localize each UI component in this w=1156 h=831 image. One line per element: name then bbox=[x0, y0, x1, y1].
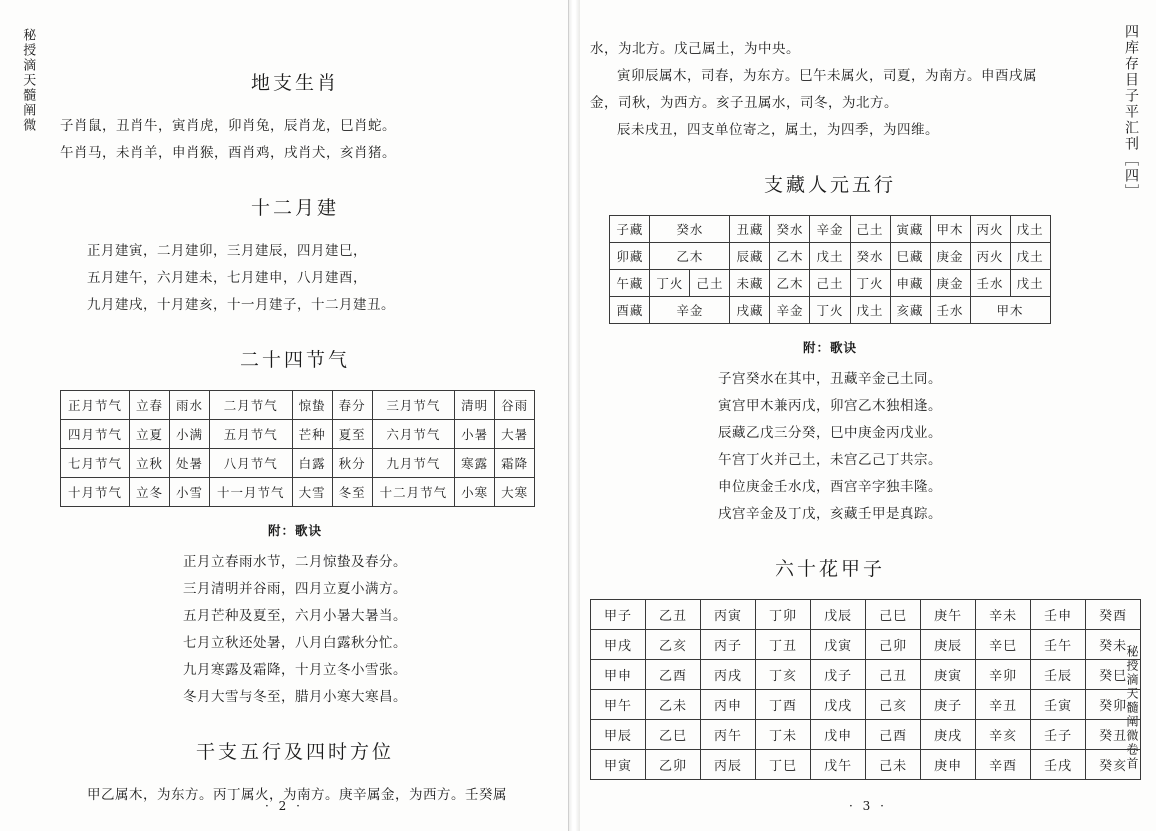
table-row bbox=[591, 690, 1141, 720]
table-cell: 乙木 bbox=[650, 243, 730, 270]
table-cell: 戊土 bbox=[810, 243, 850, 270]
table-row bbox=[591, 630, 1141, 660]
table-cell: 戊土 bbox=[1010, 216, 1050, 243]
table-cell: 壬申 bbox=[1031, 600, 1086, 630]
table-cell: 丁亥 bbox=[756, 660, 811, 690]
table-cell: 三月节气 bbox=[372, 391, 455, 420]
table-cell: 辛亥 bbox=[976, 720, 1031, 750]
table-cell: 乙酉 bbox=[646, 660, 701, 690]
table-cell: 戊申 bbox=[811, 720, 866, 750]
table-row bbox=[61, 449, 535, 478]
renyuan-verse-3: 辰藏乙戊三分癸，巳中庚金丙戊业。 bbox=[718, 425, 942, 441]
table-cell: 壬水 bbox=[930, 297, 970, 324]
table-cell: 壬辰 bbox=[1031, 660, 1086, 690]
table-cell: 丙申 bbox=[701, 690, 756, 720]
right-page-number: · 3 · bbox=[849, 799, 887, 813]
table-cell: 亥藏 bbox=[890, 297, 930, 324]
table-cell: 七月节气 bbox=[61, 449, 130, 478]
table-cell: 癸卯 bbox=[1086, 690, 1141, 720]
table-cell: 丙戌 bbox=[701, 660, 756, 690]
heading-zhicang-renyuan: 支藏人元五行 bbox=[763, 174, 896, 196]
table-cell: 丁火 bbox=[650, 270, 690, 297]
table-cell: 壬子 bbox=[1031, 720, 1086, 750]
jieqi-attachment-label: 附：歌诀 bbox=[267, 523, 322, 538]
table-cell: 春分 bbox=[332, 391, 372, 420]
table-cell: 戊土 bbox=[1010, 243, 1050, 270]
table-cell: 己亥 bbox=[866, 690, 921, 720]
table-cell: 立春 bbox=[130, 391, 170, 420]
table-row bbox=[610, 243, 1050, 270]
table-cell: 甲辰 bbox=[591, 720, 646, 750]
table-cell: 乙木 bbox=[770, 243, 810, 270]
table-cell: 己未 bbox=[866, 750, 921, 780]
continuation-line-2: 寅卯辰属木，司春，为东方。巳午未属火，司夏，为南方。申酉戌属 bbox=[617, 68, 1037, 84]
table-cell: 小寒 bbox=[455, 478, 495, 507]
table-cell: 己酉 bbox=[866, 720, 921, 750]
table-cell: 乙亥 bbox=[646, 630, 701, 660]
jieqi-verse-4: 七月立秋还处暑，八月白露秋分忙。 bbox=[183, 635, 407, 651]
table-cell: 辛巳 bbox=[976, 630, 1031, 660]
table-cell: 丁未 bbox=[756, 720, 811, 750]
table-cell: 癸丑 bbox=[1086, 720, 1141, 750]
right-page-content bbox=[590, 18, 1128, 790]
table-cell: 丑藏 bbox=[730, 216, 770, 243]
continuation-line-4: 辰未戌丑，四支单位寄之，属土，为四季，为四维。 bbox=[617, 122, 939, 138]
table-cell: 癸酉 bbox=[1086, 600, 1141, 630]
page-gutter bbox=[568, 0, 580, 831]
table-cell: 清明 bbox=[455, 391, 495, 420]
table-cell: 未藏 bbox=[730, 270, 770, 297]
table-cell: 戌藏 bbox=[730, 297, 770, 324]
heading-ershisi-jieqi: 二十四节气 bbox=[239, 349, 350, 371]
table-cell: 芒种 bbox=[292, 420, 332, 449]
table-cell: 癸水 bbox=[650, 216, 730, 243]
table-cell: 己土 bbox=[810, 270, 850, 297]
table-cell: 甲木 bbox=[930, 216, 970, 243]
table-cell: 子藏 bbox=[610, 216, 650, 243]
table-cell: 大寒 bbox=[495, 478, 535, 507]
table-cell: 戊戌 bbox=[811, 690, 866, 720]
table-cell: 戊土 bbox=[1010, 270, 1050, 297]
table-cell: 立夏 bbox=[130, 420, 170, 449]
table-cell: 九月节气 bbox=[372, 449, 455, 478]
table-cell: 丁火 bbox=[850, 270, 890, 297]
table-cell: 寒露 bbox=[455, 449, 495, 478]
table-cell: 甲木 bbox=[970, 297, 1050, 324]
left-page bbox=[0, 0, 569, 831]
table-cell: 十一月节气 bbox=[210, 478, 293, 507]
table-cell: 辛金 bbox=[770, 297, 810, 324]
renyuan-table bbox=[609, 215, 1050, 324]
heading-liushi-huajiazi: 六十花甲子 bbox=[774, 558, 885, 580]
continuation-line-1: 水，为北方。戊己属土，为中央。 bbox=[590, 41, 800, 57]
table-cell: 雨水 bbox=[170, 391, 210, 420]
table-cell: 丙午 bbox=[701, 720, 756, 750]
table-cell: 酉藏 bbox=[610, 297, 650, 324]
heading-shieryuejian: 十二月建 bbox=[250, 197, 339, 219]
jieqi-verse-1: 正月立春雨水节，二月惊蛰及春分。 bbox=[183, 554, 407, 570]
table-cell: 壬寅 bbox=[1031, 690, 1086, 720]
table-cell: 巳藏 bbox=[890, 243, 930, 270]
table-cell: 小暑 bbox=[455, 420, 495, 449]
table-cell: 五月节气 bbox=[210, 420, 293, 449]
table-cell: 惊蛰 bbox=[292, 391, 332, 420]
left-page-number: · 2 · bbox=[265, 799, 303, 813]
table-cell: 戊辰 bbox=[811, 600, 866, 630]
table-row bbox=[591, 750, 1141, 780]
table-cell: 辛未 bbox=[976, 600, 1031, 630]
table-cell: 庚子 bbox=[921, 690, 976, 720]
table-cell: 庚金 bbox=[930, 243, 970, 270]
heading-ganzhi-wuxing: 干支五行及四时方位 bbox=[195, 741, 394, 763]
table-row bbox=[610, 270, 1050, 297]
renyuan-verse-1: 子宫癸水在其中，丑藏辛金己土同。 bbox=[718, 371, 942, 387]
renyuan-verse-6: 戌宫辛金及丁戊，亥藏壬甲是真踪。 bbox=[718, 506, 942, 522]
table-cell: 冬至 bbox=[332, 478, 372, 507]
table-cell: 辛金 bbox=[650, 297, 730, 324]
shieryuejian-line-1: 正月建寅，二月建卯，三月建辰，四月建巳， bbox=[87, 243, 367, 259]
table-cell: 丁火 bbox=[810, 297, 850, 324]
table-cell: 癸水 bbox=[770, 216, 810, 243]
table-cell: 六月节气 bbox=[372, 420, 455, 449]
table-cell: 戊寅 bbox=[811, 630, 866, 660]
table-cell: 庚金 bbox=[930, 270, 970, 297]
table-row bbox=[61, 420, 535, 449]
table-cell: 四月节气 bbox=[61, 420, 130, 449]
table-cell: 戊午 bbox=[811, 750, 866, 780]
table-cell: 立秋 bbox=[130, 449, 170, 478]
shieryuejian-line-2: 五月建午，六月建未，七月建申，八月建酉， bbox=[87, 270, 367, 286]
ganzhi-wuxing-line: 甲乙属木，为东方。丙丁属火，为南方。庚辛属金，为西方。壬癸属 bbox=[87, 787, 507, 803]
table-cell: 甲午 bbox=[591, 690, 646, 720]
right-page-side-title-top: 四库存目子平汇刊［四］ bbox=[1123, 24, 1139, 200]
renyuan-verse-5: 申位庚金壬水戊，酉宫辛字独丰隆。 bbox=[718, 479, 942, 495]
table-cell: 丙子 bbox=[701, 630, 756, 660]
table-cell: 小雪 bbox=[170, 478, 210, 507]
table-cell: 夏至 bbox=[332, 420, 372, 449]
continuation-line-3: 金，司秋，为西方。亥子丑属水，司冬，为北方。 bbox=[590, 95, 898, 111]
renyuan-verse-2: 寅宫甲木兼丙戊，卯宫乙木独相逢。 bbox=[718, 398, 942, 414]
dizhi-shengxiao-line-1: 子肖鼠，丑肖牛，寅肖虎，卯肖兔，辰肖龙，巳肖蛇。 bbox=[60, 118, 396, 134]
table-cell: 辛酉 bbox=[976, 750, 1031, 780]
table-cell: 秋分 bbox=[332, 449, 372, 478]
table-cell: 二月节气 bbox=[210, 391, 293, 420]
right-page-side-title-bottom: 秘授滴天髓阐微卷首 bbox=[1125, 645, 1139, 771]
jieqi-verse-2: 三月清明并谷雨，四月立夏小满方。 bbox=[183, 581, 407, 597]
table-cell: 己巳 bbox=[866, 600, 921, 630]
table-cell: 癸水 bbox=[850, 243, 890, 270]
table-cell: 戊子 bbox=[811, 660, 866, 690]
left-page-side-title: 秘授滴天髓阐微 bbox=[20, 28, 36, 133]
jieqi-table bbox=[60, 390, 535, 507]
table-cell: 丙火 bbox=[970, 243, 1010, 270]
table-cell: 大雪 bbox=[292, 478, 332, 507]
table-cell: 庚午 bbox=[921, 600, 976, 630]
table-cell: 午藏 bbox=[610, 270, 650, 297]
table-cell: 霜降 bbox=[495, 449, 535, 478]
table-cell: 庚寅 bbox=[921, 660, 976, 690]
table-cell: 丁巳 bbox=[756, 750, 811, 780]
table-row bbox=[591, 600, 1141, 630]
table-cell: 庚戌 bbox=[921, 720, 976, 750]
table-cell: 卯藏 bbox=[610, 243, 650, 270]
table-cell: 己丑 bbox=[866, 660, 921, 690]
table-cell: 己土 bbox=[850, 216, 890, 243]
table-cell: 小满 bbox=[170, 420, 210, 449]
table-cell: 丙火 bbox=[970, 216, 1010, 243]
table-cell: 辛丑 bbox=[976, 690, 1031, 720]
left-page-content bbox=[60, 20, 530, 809]
table-cell: 乙木 bbox=[770, 270, 810, 297]
table-cell: 辰藏 bbox=[730, 243, 770, 270]
table-cell: 大暑 bbox=[495, 420, 535, 449]
table-cell: 甲寅 bbox=[591, 750, 646, 780]
table-cell: 白露 bbox=[292, 449, 332, 478]
table-cell: 乙卯 bbox=[646, 750, 701, 780]
table-cell: 寅藏 bbox=[890, 216, 930, 243]
renyuan-verse-4: 午宫丁火并己土，未宫乙己丁共宗。 bbox=[718, 452, 942, 468]
table-cell: 乙未 bbox=[646, 690, 701, 720]
table-cell: 丙寅 bbox=[701, 600, 756, 630]
table-row bbox=[591, 720, 1141, 750]
table-cell: 癸巳 bbox=[1086, 660, 1141, 690]
jieqi-verse-5: 九月寒露及霜降，十月立冬小雪张。 bbox=[183, 662, 407, 678]
table-cell: 戊土 bbox=[850, 297, 890, 324]
table-cell: 辛卯 bbox=[976, 660, 1031, 690]
table-cell: 谷雨 bbox=[495, 391, 535, 420]
table-cell: 甲戌 bbox=[591, 630, 646, 660]
table-cell: 十二月节气 bbox=[372, 478, 455, 507]
table-cell: 庚辰 bbox=[921, 630, 976, 660]
shieryuejian-line-3: 九月建戌，十月建亥，十一月建子，十二月建丑。 bbox=[87, 297, 395, 313]
table-cell: 壬戌 bbox=[1031, 750, 1086, 780]
table-row bbox=[591, 660, 1141, 690]
dizhi-shengxiao-line-2: 午肖马，未肖羊，申肖猴，酉肖鸡，戌肖犬，亥肖猪。 bbox=[60, 145, 396, 161]
heading-dizhi-shengxiao: 地支生肖 bbox=[250, 72, 339, 94]
table-cell: 八月节气 bbox=[210, 449, 293, 478]
table-row bbox=[61, 391, 535, 420]
right-page bbox=[580, 0, 1156, 831]
table-cell: 乙丑 bbox=[646, 600, 701, 630]
table-cell: 壬水 bbox=[970, 270, 1010, 297]
table-cell: 丁丑 bbox=[756, 630, 811, 660]
table-cell: 丙辰 bbox=[701, 750, 756, 780]
table-row bbox=[61, 478, 535, 507]
renyuan-attachment-label: 附：歌诀 bbox=[802, 340, 857, 355]
table-cell: 处暑 bbox=[170, 449, 210, 478]
table-cell: 甲申 bbox=[591, 660, 646, 690]
table-cell: 丁卯 bbox=[756, 600, 811, 630]
table-cell: 申藏 bbox=[890, 270, 930, 297]
table-row bbox=[610, 216, 1050, 243]
table-cell: 壬午 bbox=[1031, 630, 1086, 660]
jieqi-verse-6: 冬月大雪与冬至，腊月小寒大寒昌。 bbox=[183, 689, 407, 705]
table-cell: 乙巳 bbox=[646, 720, 701, 750]
jiazi-table bbox=[590, 599, 1141, 780]
table-cell: 十月节气 bbox=[61, 478, 130, 507]
table-cell: 立冬 bbox=[130, 478, 170, 507]
table-cell: 己卯 bbox=[866, 630, 921, 660]
jieqi-verse-3: 五月芒种及夏至，六月小暑大暑当。 bbox=[183, 608, 407, 624]
table-cell: 癸未 bbox=[1086, 630, 1141, 660]
table-cell: 己土 bbox=[690, 270, 730, 297]
table-cell: 甲子 bbox=[591, 600, 646, 630]
table-cell: 正月节气 bbox=[61, 391, 130, 420]
table-cell: 丁酉 bbox=[756, 690, 811, 720]
table-cell: 庚申 bbox=[921, 750, 976, 780]
table-cell: 癸亥 bbox=[1086, 750, 1141, 780]
table-row bbox=[610, 297, 1050, 324]
table-cell: 辛金 bbox=[810, 216, 850, 243]
